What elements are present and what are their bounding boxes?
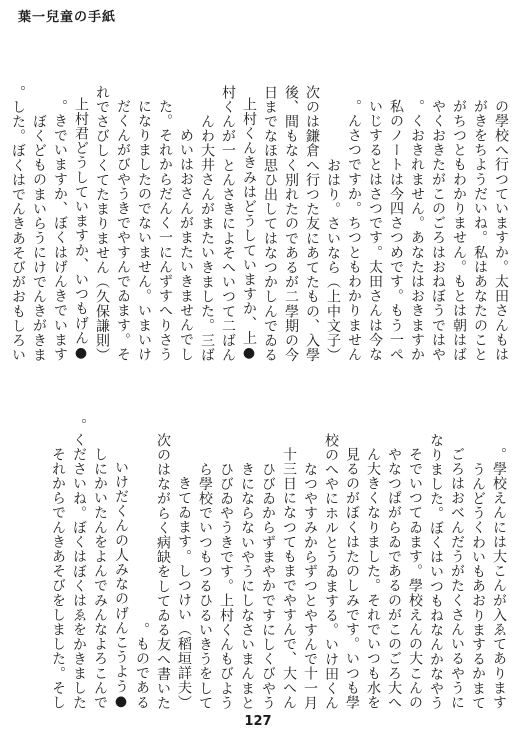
text-column: 私のノートは今四さつめです。もう一ぺ: [388, 99, 404, 362]
text-column: ごろはおべんだうがたくさんいるやうに: [449, 447, 465, 710]
text-column: そでいつてゐます。學校えんの大こんの: [407, 447, 423, 710]
text-column: した。ぼくはでんきあそびがおもしろい。: [10, 84, 26, 362]
text-column: ●上村君どうしていますか、いつもげん: [73, 97, 89, 362]
text-column: おはり。さいなら（上中文子）: [325, 157, 341, 362]
text-column: ぼくどものまいらうにけでんきがきま: [31, 113, 47, 362]
text-column: ん大きくなりました。それでいつも水を: [365, 447, 381, 710]
text-column: がきをちようだいね。私はあなたのこと: [472, 99, 488, 362]
text-column: 校のへやにホルとうゐまする。いけ田くん: [323, 432, 339, 710]
text-column: 後、間もなく別れたのであるが二學期の今: [283, 84, 299, 362]
text-column: きにならないやうにしなさいまんまと: [239, 461, 255, 710]
text-column: ひびゐやうきです。上村くんもびよう: [218, 461, 234, 710]
text-column: がちつともわかりません。もとは朝はば: [451, 99, 467, 362]
text-column: 次のは鎌倉へ行つた友にあてたもの、入學: [304, 84, 320, 362]
text-column: いじするとはさつです。太田さんは今な: [367, 99, 383, 362]
text-column: なつやすみからずつとやすんで十一月: [302, 461, 318, 710]
text-column: の學校へ行つていますか。太田さんもは: [493, 99, 509, 362]
text-column: ●上村くんきみはどうしていますか、上: [241, 97, 257, 362]
text-column: 次のはながらく病缺をしてゐる友へ書いた: [155, 432, 171, 710]
text-column: しにかいたんをよんでみんなよろこんで: [92, 447, 108, 710]
running-head: 葉一兒童の手紙: [18, 10, 117, 25]
text-column: きてゐます。しつけい（稻垣詳夫）: [176, 476, 192, 710]
text-column: 學校えんには大こんが入ゑてあります。: [491, 447, 507, 710]
text-column: だくんがびやうきでやすんでゐます。そ: [115, 99, 131, 362]
text-column: ものである。: [134, 622, 150, 710]
text-column: ひびゐからずまやかですにしくびやう: [260, 461, 276, 710]
text-column: やなつぱがらゐであるのがこのごろ大へ: [386, 447, 402, 710]
text-column: 村くんが一とんさきによそへいつて二ばん: [220, 84, 236, 362]
text-column: めいはおさんがまたいきませんでし: [178, 128, 194, 362]
text-column: くださいね。ぼくはぼくはゑをかきました。: [71, 417, 87, 710]
text-column: 見るのがぼくはたのしみです。いつも學: [344, 447, 360, 710]
text-column: れでさびしくてたまりません（久保謙則）: [94, 84, 110, 362]
text-column: 十三日になつてもまでやすんで、大へん: [281, 447, 297, 710]
text-column: んわ大井さんがまたいきました。三ば: [199, 113, 215, 362]
text-column: うんどうくわいもあおりまするかまて: [470, 461, 486, 710]
text-column: それからでんきあそびをしました。そし: [50, 447, 66, 710]
text-column: んさつですか。ちつともわかりません。: [346, 99, 362, 362]
text-column: 日までなほ思ひ出してはなつかしんでゐる: [262, 84, 278, 362]
text-column: ら學校でいつもつるひるいきうをして: [197, 461, 213, 710]
text-column: ●いけだくんの人みなのげんこうよう: [113, 459, 129, 710]
text-column: くおきれません。あなたはおきますか。: [409, 99, 425, 362]
text-column: になりましたのでないません。いまいけ: [136, 99, 152, 362]
text-column: きでいますか、ぼくはげんきでいます。: [52, 99, 68, 362]
text-column: た。それからだんく一にんずすへりさう: [157, 99, 173, 362]
text-column: やくおきたがこのごろはおねぼうではや: [430, 99, 446, 362]
text-column: なりました。ぼくはいつもねなんかなやう: [428, 432, 444, 710]
page-number: 127: [244, 714, 272, 729]
